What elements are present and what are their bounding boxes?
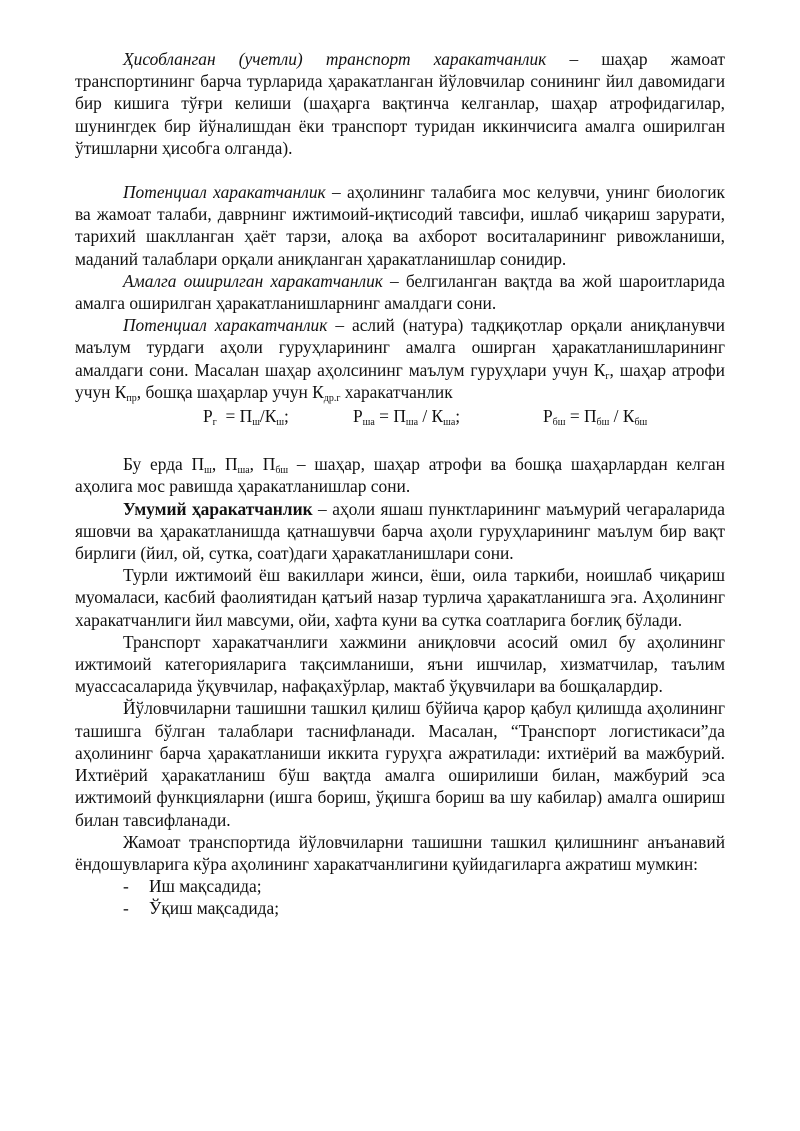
term: Амалга оширилган харакатчанлик — [123, 270, 383, 291]
term: Потенциал харакатчанлик — [123, 315, 328, 336]
formula-city: $Р_г = П_ш/К_ш$; — [203, 406, 289, 429]
formula-row — [75, 405, 725, 427]
paragraph-where: Бу ерда $П_ш$, $П_{ша}$, $П_{бш}$ – шаҳар, шаҳар атрофи ва бошқа шаҳарлардан келган аҳолига мос равишда ҳаракатланишлар сони. — [75, 454, 725, 497]
purpose-list — [75, 875, 725, 919]
paragraph-text: харакатчанлик — [340, 381, 453, 402]
subscript: др.г — [323, 392, 341, 404]
spacer — [75, 431, 725, 453]
list-item: - Иш мақсадида; — [123, 876, 262, 897]
paragraph-traditional-approaches: Жамоат транспортида йўловчиларни ташишни ташкил қилишнинг анъанавий ёндошувларига кўра аҳолининг харакатчанлигини қуйидагиларга ажратиш мумкин: — [75, 831, 725, 874]
paragraph-potential-mobility — [75, 181, 725, 270]
paragraph-transport-volume: Транспорт харакатчанлиги хажмини аниқловчи асосий омил бу аҳолининг ижтимоий категорияларига тақсимланиши, яъни ишчилар, хизматчилар, таълим муассасаларида ўқувчилар, нафақахўрлар, мактаб ўқувчилари ва бошқалардир. — [75, 631, 725, 697]
paragraph-potential-mobility-2 — [75, 314, 725, 403]
formula-suburb: $Р_{ша} = П_{ша} / К_{ша}$; — [353, 406, 461, 429]
term: Умумий ҳаракатчанлик — [123, 498, 313, 519]
paragraph-text: – шаҳар жамоат транспортининг барча турларида ҳаракатланган йўловчилар сонининг йил давомидаги бир кишига тўғри келиши (шаҳарга вақтинча келганлар, шаҳар атрофидагилар, шунингдек бир йўналишдан ёки транспорт туридан иккинчисига амалга оширилган ўтишларни ҳисобга олганда). — [75, 49, 725, 158]
paragraph-total-mobility — [75, 498, 725, 565]
paragraph-passenger-demand: Йўловчиларни ташишни ташкил қилиш бўйича қарор қабул қилишда аҳолининг ташишга бўлган талаблари таснифланади. Масалан, “Транспорт логистикаси”да аҳолининг барча ҳаракатланиши иккита гуруҳга ажратилади: ихтиёрий ва мажбурий. Ихтиёрий ҳаракатланиш бўш вақтда амалга оширилиши билан, мажбурий эса ижтимоий функцияларни (ишга бориш, ўқишга бориш ва шу кабилар) амалга ошириш билан тавсифланади. — [75, 698, 725, 830]
term: Потенциал харакатчанлик — [123, 182, 326, 203]
paragraph-calculated-mobility — [75, 48, 725, 159]
spacer — [75, 159, 725, 181]
subscript: пр — [126, 392, 137, 404]
paragraph-social-groups: Турли ижтимоий ёш вакиллари жинси, ёши, оила таркиби, ноишлаб чиқариш муомаласи, касбий фаолиятидан қатъий назар турлича ҳаракатланишга эга. Аҳолининг харакатчанлиги йил мавсуми, ойи, хафта куни ва сутка соатларига боғлиқ бўлади. — [75, 565, 725, 630]
paragraph-text: , бошқа шаҳарлар учун К — [136, 381, 324, 402]
paragraph-realized-mobility — [75, 270, 725, 314]
paragraph-text: – аҳолининг талабига мос келувчи, унинг биологик ва жамоат талаби, даврнинг ижтимоий-иқтисодий тавсифи, ишлаб чиқариш зарурати, тарихий шаклланган ҳаёт тарзи, алоқа ва ахборот воситаларининг ривожланиши, маданий талаблари орқали аниқланган ҳаракатланишлар сонидир. — [75, 182, 725, 269]
paragraph-text: , шаҳар атрофи учун К — [75, 359, 725, 402]
subscript: г — [605, 370, 610, 382]
formula-other-cities: $Р_{бш} = П_{бш} / К_{бш}$ — [543, 406, 648, 429]
term: Ҳисобланган (учетли) транспорт харакатчанлик — [123, 49, 547, 69]
document-page — [75, 48, 725, 920]
paragraph-text: – аслий (натура) тадқиқотлар орқали аниқланувчи маълум турдаги аҳоли гуруҳларининг амалга оширган ҳаракатланишларининг амалдаги сони. Масалан шаҳар аҳолсининг маълум гуруҳлари учун К — [75, 315, 725, 380]
paragraph-text: – аҳоли яшаш пунктларининг маъмурий чегараларида яшовчи ва ҳаракатланишда қатнашувчи барча аҳоли гуруҳларининг маълум бир вақт бирлиги (йил, ой, сутка, соат)даги ҳаракатланишлари сони. — [75, 498, 725, 564]
paragraph-text: – белгиланган вақтда ва жой шароитларида амалга оширилган ҳаракатланишларнинг амалдаги сони. — [75, 270, 725, 314]
list-item: - Ўқиш мақсадида; — [123, 898, 280, 919]
